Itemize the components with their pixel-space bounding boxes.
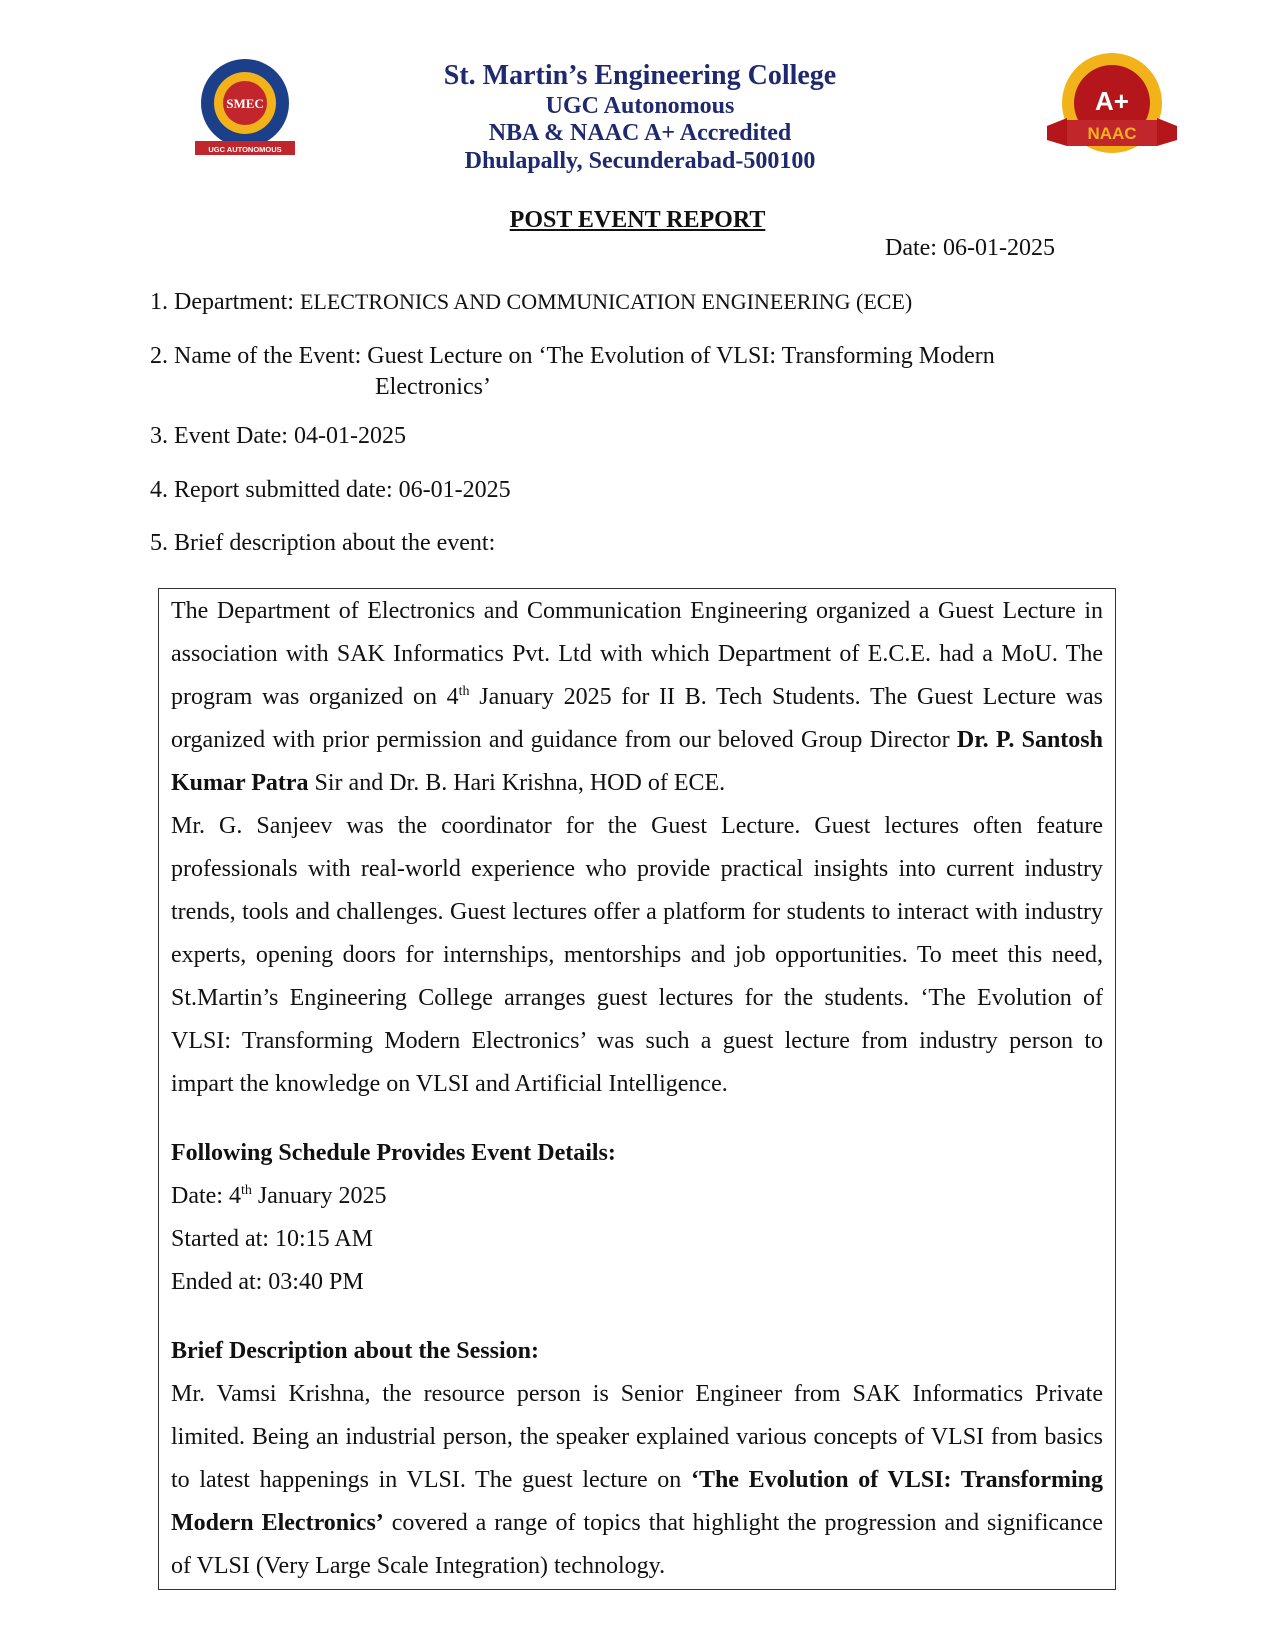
description-paragraph-1: The Department of Electronics and Communication Engineering organized a Guest Lecture in association with SAK Informatics Pvt. Ltd with which Department of E.C.E. had a MoU. The program was organized on 4th January 2025 for II B. Tech Students. The Guest Lecture was organized with prior permission and guidance from our beloved Group Director Dr. P. Santosh Kumar Patra Sir and Dr. B. Hari Krishna, HOD of ECE.	[171, 598, 1104, 796]
schedule-heading: Following Schedule Provides Event Details:	[171, 1140, 616, 1166]
session-heading: Brief Description about the Session:	[171, 1338, 539, 1364]
logo-initials: SMEC	[226, 96, 264, 111]
college-address: Dhulapally, Secunderabad-500100	[464, 148, 816, 174]
event-name-value: Guest Lecture on ‘The Evolution of VLSI: Transforming Modern	[367, 343, 995, 369]
report-date: Date: 06-01-2025	[885, 235, 1055, 261]
description-paragraph-2: Mr. G. Sanjeev was the coordinator for the Guest Lecture. Guest lectures often feature professionals with real-world experience who provide practical insights into current industry trends, tools and challenges. Guest lectures offer a platform for students to interact with industry experts, opening doors for internships, mentorships and job opportunities. To meet this need, St.Martin’s Engineering College arranges guest lectures for the students. ‘The Evolution of VLSI: Transforming Modern Electronics’ was such a guest lecture from industry person to impart the knowledge on VLSI and Artificial Intelligence.	[171, 813, 1103, 1097]
schedule-start-time: Started at: 10:15 AM	[171, 1226, 373, 1252]
college-accreditation: NBA & NAAC A+ Accredited	[488, 120, 792, 146]
department-value: ELECTRONICS AND COMMUNICATION ENGINEERING (ECE)	[299, 289, 913, 314]
schedule-end-time: Ended at: 03:40 PM	[171, 1269, 364, 1295]
group-director-name: Dr. P. Santosh Kumar Patra	[171, 727, 1103, 796]
session-paragraph: Mr. Vamsi Krishna, the resource person is Senior Engineer from SAK Informatics Private limited. Being an industrial person, the speaker explained various concepts of VLSI from basics to latest happenings in VLSI. The guest lecture on ‘The Evolution of VLSI: Transforming Modern Electronics’ covered a range of topics that highlight the progression and significance of VLSI (Very Large Scale Integration) technology.	[171, 1381, 1104, 1579]
event-name-label: 2. Name of the Event:	[150, 343, 362, 369]
event-name-continuation: Electronics’	[375, 374, 491, 400]
event-date: 3. Event Date: 04-01-2025	[150, 423, 406, 449]
brief-description-label: 5. Brief description about the event:	[150, 530, 496, 556]
naac-grade: A+	[1095, 86, 1129, 116]
department-line	[150, 289, 912, 316]
logo-ribbon-text: UGC AUTONOMOUS	[208, 145, 282, 154]
college-logo	[190, 55, 300, 165]
description-box	[158, 588, 1116, 1590]
lecture-title-bold: ‘The Evolution of VLSI: Transforming Modern Electronics’	[171, 1467, 1103, 1536]
report-title: POST EVENT REPORT	[509, 207, 766, 233]
event-name-line	[150, 343, 995, 370]
report-submitted-date: 4. Report submitted date: 06-01-2025	[150, 477, 511, 503]
naac-logo	[1042, 48, 1182, 168]
schedule-date: Date: 4th January 2025	[171, 1183, 387, 1209]
naac-ribbon-text: NAAC	[1087, 124, 1137, 143]
department-label: 1. Department:	[150, 289, 294, 315]
college-name: St. Martin’s Engineering College	[443, 60, 837, 91]
college-status: UGC Autonomous	[545, 93, 735, 119]
